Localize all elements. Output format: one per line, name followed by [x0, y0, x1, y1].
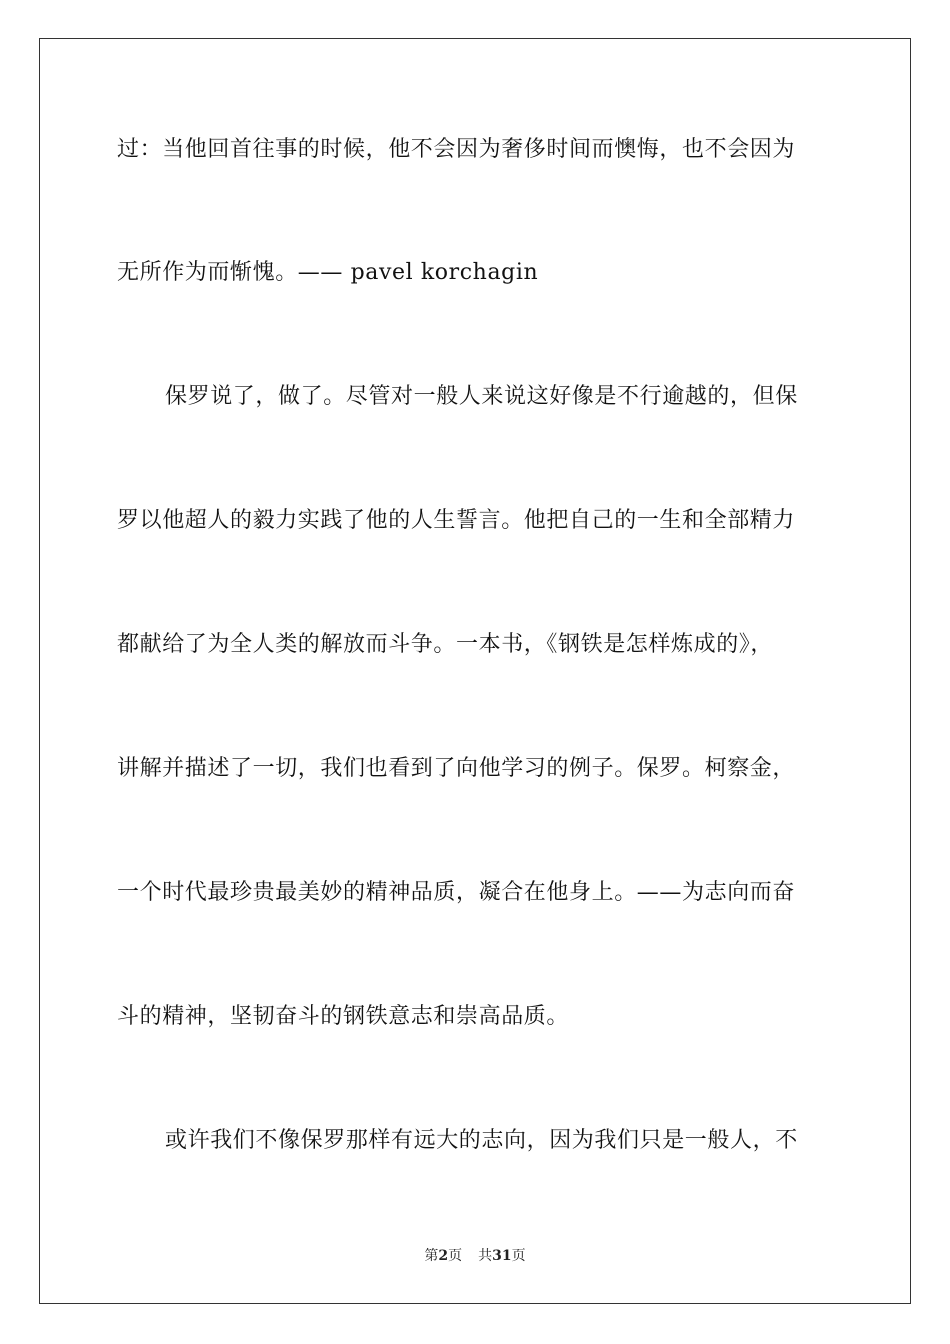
text-line-7: 一个时代最珍贵最美妙的精神品质，凝合在他身上。——为志向而奋: [117, 880, 796, 905]
text-line-4: 罗以他超人的毅力实践了他的人生誓言。他把自己的一生和全部精力: [117, 508, 796, 533]
text-line-1: 过：当他回首往事的时候，他不会因为奢侈时间而懊悔，也不会因为: [117, 137, 796, 162]
text-line-8: 斗的精神，坚韧奋斗的钢铁意志和崇高品质。: [117, 1004, 570, 1029]
page-footer: [0, 1246, 950, 1266]
text-line-5: 都献给了为全人类的解放而斗争。一本书，《钢铁是怎样炼成的》，: [117, 632, 774, 657]
text-line-9: 或许我们不像保罗那样有远大的志向，因为我们只是一般人，不: [165, 1128, 798, 1153]
total-prefix: 共: [478, 1248, 493, 1264]
page-prefix: 第: [424, 1248, 439, 1264]
page-border: [39, 38, 911, 1304]
text-line-2: 无所作为而惭愧。—— pavel korchagin: [117, 260, 539, 285]
page-unit: 页: [448, 1248, 463, 1264]
text-line-3: 保罗说了，做了。尽管对一般人来说这好像是不行逾越的，但保: [165, 384, 798, 409]
total-unit: 页: [511, 1248, 526, 1264]
text-line-6: 讲解并描述了一切，我们也看到了向他学习的例子。保罗。柯察金，: [117, 756, 796, 781]
current-page-number: 2: [438, 1248, 449, 1264]
total-page-number: 31: [492, 1248, 512, 1264]
